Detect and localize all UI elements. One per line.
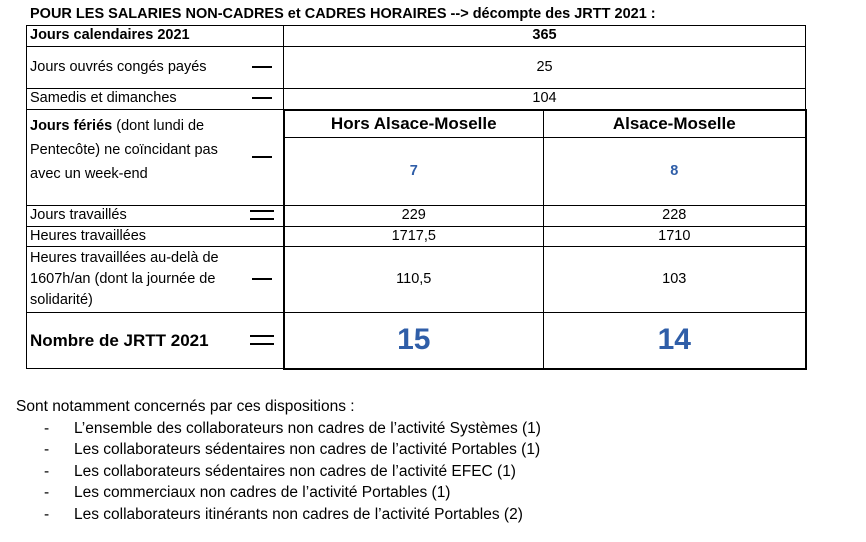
list-item — [16, 504, 541, 526]
equals-sign — [242, 313, 284, 369]
row-value: 103 — [544, 247, 806, 313]
col-header-hors: Hors Alsace-Moselle — [284, 110, 544, 138]
minus-sign — [242, 110, 284, 206]
row-label: Heures travaillées — [27, 227, 284, 247]
list-item — [16, 461, 541, 483]
row-label: Jours travaillés — [27, 206, 242, 227]
feries-label-bold: Jours fériés — [30, 118, 113, 134]
table-row — [27, 227, 806, 247]
row-label: Heures travaillées au-delà de 1607h/an (dont la journée de solidarité) — [27, 247, 242, 313]
equals-sign — [242, 206, 284, 227]
list-item-text: Les collaborateurs sédentaires non cadres de l’activité EFEC (1) — [74, 462, 516, 480]
row-value: 229 — [284, 206, 544, 227]
row-value: 1717,5 — [284, 227, 544, 247]
table-row — [27, 206, 806, 227]
table-header-row — [27, 110, 806, 138]
table-row — [27, 89, 806, 110]
list-item-text: Les collaborateurs sédentaires non cadres de l’activité Portables (1) — [74, 441, 541, 459]
row-value: 104 — [284, 89, 806, 110]
row-label: Jours ouvrés congés payés — [27, 47, 242, 89]
table-row — [27, 26, 806, 47]
list-item-text: L’ensemble des collaborateurs non cadres de l’activité Systèmes (1) — [74, 419, 541, 437]
feries-label-rest: (dont lundi de Pentecôte) ne coïncidant pas avec un week-end — [30, 118, 218, 182]
table-row — [27, 247, 806, 313]
bullet: - — [44, 462, 50, 480]
table-row — [27, 47, 806, 89]
feries-label — [27, 110, 242, 206]
row-label: Jours calendaires 2021 — [27, 26, 284, 47]
row-value: 228 — [544, 206, 806, 227]
feries-value-hors: 7 — [284, 138, 544, 206]
table-row — [27, 313, 806, 369]
jrtt-table — [26, 25, 807, 370]
notes-list — [16, 418, 541, 526]
row-value: 110,5 — [284, 247, 544, 313]
bullet: - — [44, 419, 50, 437]
minus-sign — [242, 89, 284, 110]
list-item-text: Les collaborateurs itinérants non cadres de l’activité Portables (2) — [74, 505, 523, 523]
jrtt-value-alsace: 14 — [544, 313, 806, 369]
list-item-text: Les commerciaux non cadres de l’activité Portables (1) — [74, 484, 451, 502]
notes-intro: Sont notamment concernés par ces dispositions : — [16, 398, 355, 415]
feries-value-alsace: 8 — [544, 138, 806, 206]
row-value: 365 — [284, 26, 806, 47]
row-label: Nombre de JRTT 2021 — [27, 313, 242, 369]
page-heading: POUR LES SALARIES NON-CADRES et CADRES HORAIRES --> décompte des JRTT 2021 : — [30, 6, 656, 22]
notes-section — [16, 396, 541, 526]
row-value: 1710 — [544, 227, 806, 247]
row-label: Samedis et dimanches — [27, 89, 242, 110]
jrtt-value-hors: 15 — [284, 313, 544, 369]
list-item — [16, 439, 541, 461]
bullet: - — [44, 441, 50, 459]
bullet: - — [44, 484, 50, 502]
minus-sign — [242, 247, 284, 313]
list-item — [16, 418, 541, 440]
list-item — [16, 482, 541, 504]
col-header-alsace: Alsace-Moselle — [544, 110, 806, 138]
minus-sign — [242, 47, 284, 89]
row-value: 25 — [284, 47, 806, 89]
bullet: - — [44, 505, 50, 523]
